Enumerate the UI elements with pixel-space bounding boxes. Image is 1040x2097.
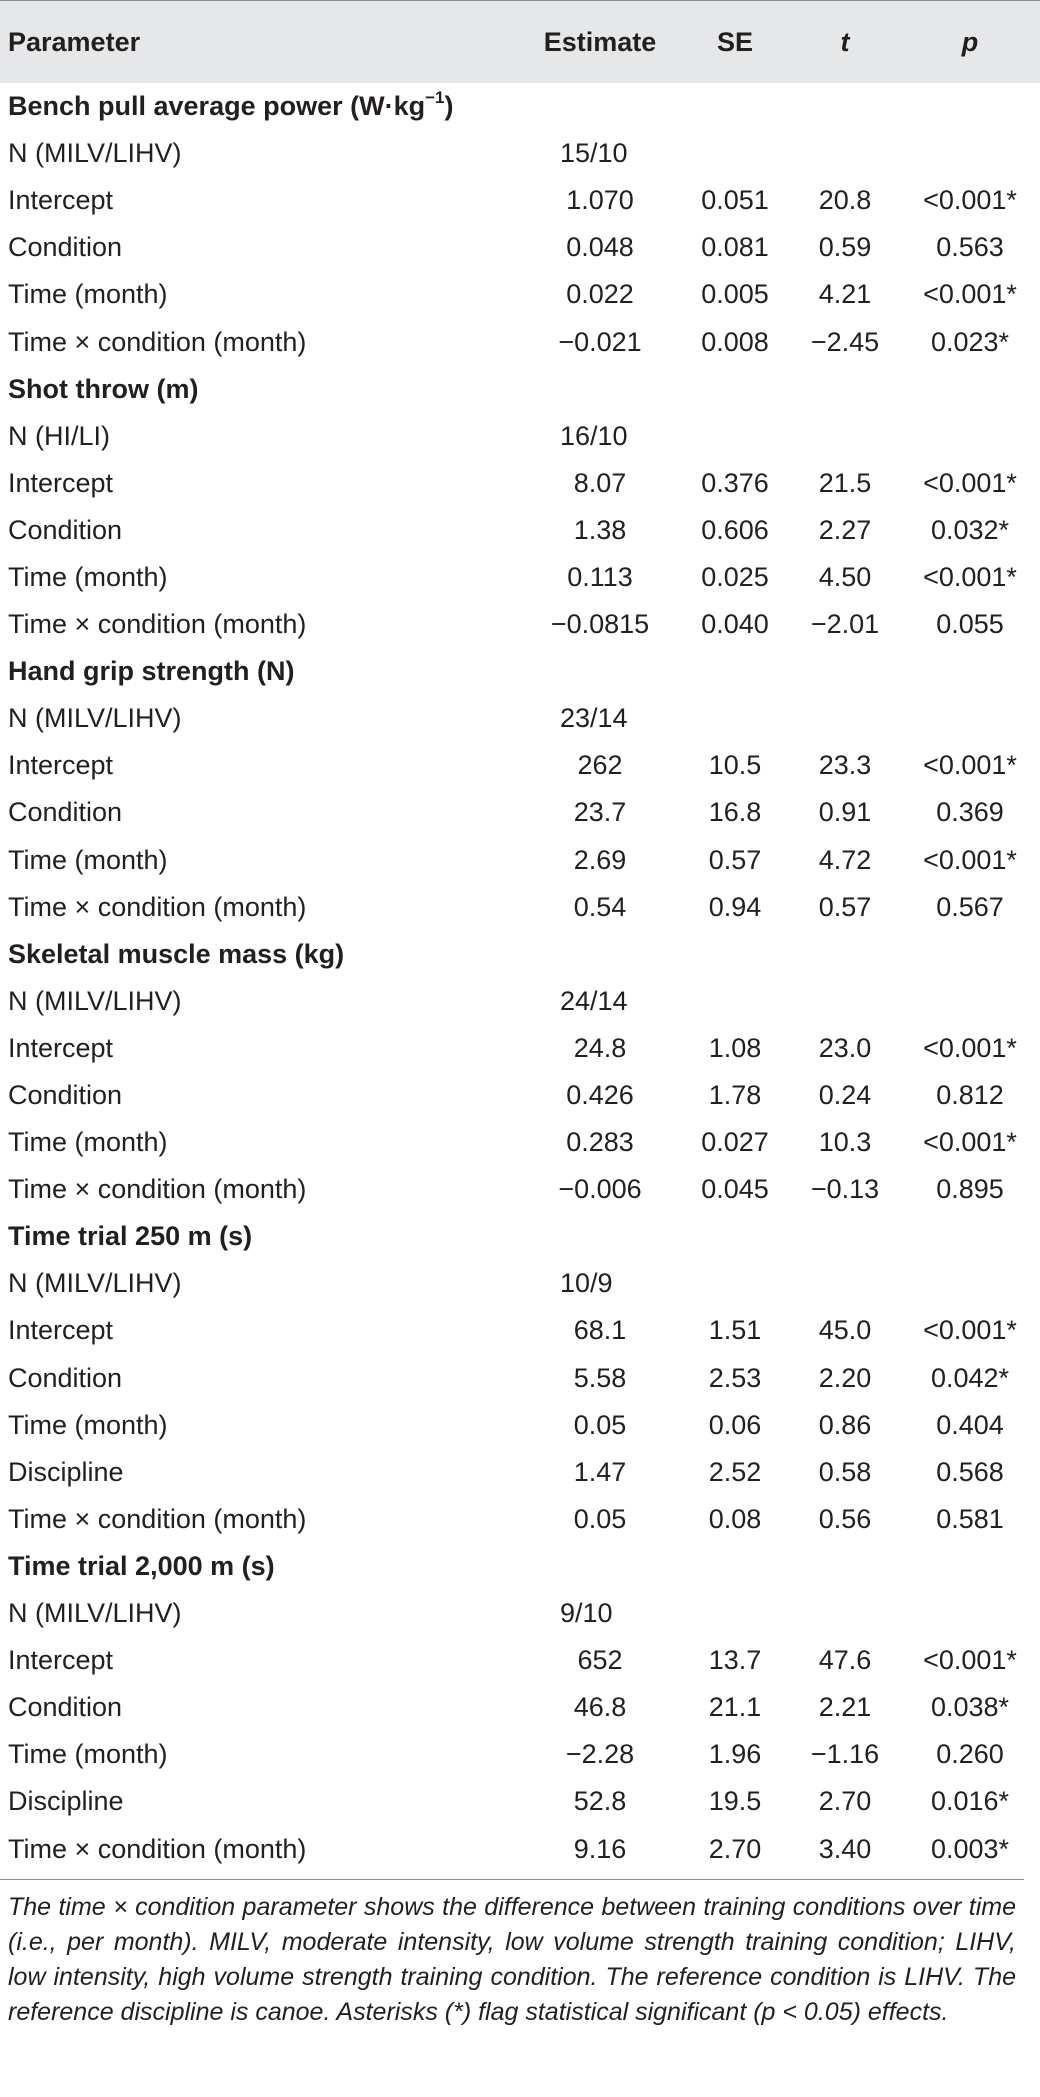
section-title-text: Hand grip strength (N)	[8, 656, 295, 687]
p-cell: 0.581	[936, 1503, 1004, 1534]
table-row	[0, 224, 1040, 271]
table-row	[0, 601, 1040, 648]
se-cell: 0.045	[701, 1174, 769, 1205]
se-cell: 2.53	[708, 1362, 762, 1393]
t-cell: 0.59	[818, 232, 872, 263]
se-cell: 1.51	[708, 1315, 762, 1346]
p-cell: 0.563	[936, 232, 1004, 263]
section-header-row	[0, 366, 1040, 413]
t-cell: 0.86	[818, 1409, 872, 1440]
sample-size-value: 15/10	[560, 138, 628, 169]
parameter-cell: Condition	[8, 1080, 123, 1111]
table-row	[0, 1025, 1040, 1072]
sample-size-label: N (HI/LI)	[8, 420, 111, 451]
t-cell: −2.01	[810, 609, 880, 640]
t-cell: −1.16	[810, 1739, 880, 1770]
p-cell: <0.001*	[923, 750, 1017, 781]
se-cell: 0.081	[701, 232, 769, 263]
sample-size-value: 23/14	[560, 703, 628, 734]
t-cell: 0.56	[818, 1503, 872, 1534]
t-cell: 20.8	[818, 185, 872, 216]
sample-size-label: N (MILV/LIHV)	[8, 138, 182, 169]
p-cell: <0.001*	[923, 185, 1017, 216]
estimate-cell: −0.0815	[550, 609, 650, 640]
estimate-cell: 652	[577, 1645, 623, 1676]
t-cell: 47.6	[818, 1645, 872, 1676]
table-header	[0, 1, 1040, 84]
parameter-cell: Intercept	[8, 1645, 114, 1676]
p-cell: 0.567	[936, 891, 1004, 922]
table-row	[0, 1731, 1040, 1778]
p-cell: 0.404	[936, 1409, 1004, 1440]
estimate-cell: −2.28	[565, 1739, 635, 1770]
table-row	[0, 1449, 1040, 1496]
p-cell: <0.001*	[923, 561, 1017, 592]
table-body	[0, 83, 1040, 1873]
sample-size-value: 9/10	[560, 1598, 613, 1629]
t-cell: 4.50	[818, 561, 872, 592]
parameter-cell: Condition	[8, 232, 123, 263]
parameter-cell: Condition	[8, 797, 123, 828]
se-cell: 0.06	[708, 1409, 762, 1440]
column-header-se: SE	[680, 1, 790, 84]
se-cell: 0.040	[701, 609, 769, 640]
t-cell: 2.20	[818, 1362, 872, 1393]
parameter-cell: Intercept	[8, 1032, 114, 1063]
t-cell: 10.3	[818, 1127, 872, 1158]
column-header-estimate: Estimate	[520, 1, 680, 84]
p-cell: 0.016*	[930, 1786, 1010, 1817]
estimate-cell: 1.070	[566, 185, 634, 216]
t-cell: 4.21	[818, 279, 872, 310]
se-cell: 0.008	[701, 326, 769, 357]
parameter-cell: Discipline	[8, 1456, 124, 1487]
p-cell: <0.001*	[923, 1032, 1017, 1063]
p-cell: 0.812	[936, 1080, 1004, 1111]
table-row	[0, 460, 1040, 507]
table-row	[0, 884, 1040, 931]
table-row	[0, 1778, 1040, 1825]
estimate-cell: 9.16	[573, 1833, 627, 1864]
table-row	[0, 837, 1040, 884]
parameter-cell: Time × condition (month)	[8, 1503, 307, 1534]
t-cell: 21.5	[818, 467, 872, 498]
se-cell: 0.08	[708, 1503, 762, 1534]
table-row	[0, 1637, 1040, 1684]
table-row	[0, 1166, 1040, 1213]
section-title	[0, 1543, 1040, 1590]
se-cell: 0.027	[701, 1127, 769, 1158]
estimate-cell: 0.022	[566, 279, 634, 310]
parameter-cell: Intercept	[8, 750, 114, 781]
se-cell: 0.606	[701, 514, 769, 545]
section-title	[0, 931, 1040, 978]
se-cell: 1.96	[708, 1739, 762, 1770]
p-cell: <0.001*	[923, 844, 1017, 875]
se-cell: 2.52	[708, 1456, 762, 1487]
sample-size-label: N (MILV/LIHV)	[8, 1598, 182, 1629]
parameter-cell: Intercept	[8, 1315, 114, 1346]
se-cell: 1.78	[708, 1080, 762, 1111]
p-cell: 0.055	[936, 609, 1004, 640]
section-header-row	[0, 648, 1040, 695]
table-row	[0, 177, 1040, 224]
parameter-cell: Condition	[8, 1362, 123, 1393]
estimate-cell: 23.7	[573, 797, 627, 828]
parameter-cell: Time (month)	[8, 279, 168, 310]
section-title	[0, 366, 1040, 413]
sample-size-row	[0, 130, 1040, 177]
table-row	[0, 1119, 1040, 1166]
estimate-cell: 0.426	[566, 1080, 634, 1111]
section-title-text: Skeletal muscle mass (kg)	[8, 938, 345, 969]
sample-size-label: N (MILV/LIHV)	[8, 1268, 182, 1299]
parameter-cell: Intercept	[8, 467, 114, 498]
estimate-cell: 262	[577, 750, 623, 781]
column-header-parameter: Parameter	[0, 1, 520, 84]
parameter-cell: Time (month)	[8, 561, 168, 592]
estimate-cell: 0.113	[567, 561, 633, 592]
estimate-cell: 2.69	[573, 844, 627, 875]
se-cell: 0.94	[708, 891, 762, 922]
parameter-cell: Time × condition (month)	[8, 891, 307, 922]
t-cell: 2.70	[818, 1786, 872, 1817]
se-cell: 0.376	[701, 467, 769, 498]
parameter-cell: Condition	[8, 514, 123, 545]
t-cell: 23.3	[818, 750, 872, 781]
parameter-cell: Time × condition (month)	[8, 326, 307, 357]
p-cell: 0.568	[936, 1456, 1004, 1487]
se-cell: 19.5	[708, 1786, 762, 1817]
se-cell: 2.70	[708, 1833, 762, 1864]
table-row	[0, 318, 1040, 365]
estimate-cell: 52.8	[573, 1786, 627, 1817]
sample-size-row	[0, 413, 1040, 460]
estimate-cell: 46.8	[573, 1692, 627, 1723]
table-row	[0, 1684, 1040, 1731]
t-cell: −0.13	[810, 1174, 880, 1205]
sample-size-row	[0, 695, 1040, 742]
estimate-cell: 68.1	[573, 1315, 627, 1346]
p-cell: 0.003*	[930, 1833, 1010, 1864]
parameter-cell: Condition	[8, 1692, 123, 1723]
estimate-cell: 5.58	[573, 1362, 627, 1393]
section-title-text: Time trial 250 m (s)	[8, 1221, 253, 1252]
parameter-cell: Intercept	[8, 185, 114, 216]
t-cell: 4.72	[818, 844, 872, 875]
t-cell: 0.24	[818, 1080, 872, 1111]
p-cell: 0.369	[936, 797, 1004, 828]
se-cell: 13.7	[708, 1645, 762, 1676]
sample-size-label: N (MILV/LIHV)	[8, 703, 182, 734]
estimate-cell: 0.05	[573, 1503, 627, 1534]
estimate-cell: 0.05	[573, 1409, 627, 1440]
section-title-superscript: −1	[425, 88, 445, 108]
section-header-row	[0, 83, 1040, 130]
section-title	[0, 83, 1040, 130]
sample-size-value: 10/9	[560, 1268, 613, 1299]
section-header-row	[0, 1543, 1040, 1590]
p-cell: 0.895	[936, 1174, 1004, 1205]
parameter-cell: Time × condition (month)	[8, 1833, 307, 1864]
section-title	[0, 648, 1040, 695]
t-cell: 45.0	[818, 1315, 872, 1346]
p-cell: 0.042*	[930, 1362, 1010, 1393]
se-cell: 10.5	[708, 750, 762, 781]
parameter-cell: Time (month)	[8, 1409, 168, 1440]
sample-size-label: N (MILV/LIHV)	[8, 985, 182, 1016]
table-row	[0, 1496, 1040, 1543]
t-cell: 23.0	[818, 1032, 872, 1063]
table-footnote: The time × condition parameter shows the difference between training conditions over time (i.e., per month). MILV, moderate intensity, low volume strength training condition; LIHV, low intensity, high volume strength training condition. The reference condition is LIHV. The reference discipline is canoe. Asterisks (*) flag statistical significant (p < 0.05) effects.	[0, 1879, 1024, 2030]
t-cell: −2.45	[810, 326, 880, 357]
parameter-cell: Discipline	[8, 1786, 124, 1817]
parameter-cell: Time × condition (month)	[8, 609, 307, 640]
se-cell: 16.8	[708, 797, 762, 828]
header-row	[0, 1, 1040, 84]
estimate-cell: 0.54	[573, 891, 627, 922]
estimate-cell: −0.006	[558, 1174, 642, 1205]
section-title-text: Bench pull average power (W·kg	[8, 91, 426, 122]
section-title-end: )	[444, 91, 454, 122]
sample-size-row	[0, 978, 1040, 1025]
t-cell: 0.57	[818, 891, 872, 922]
parameter-cell: Time × condition (month)	[8, 1174, 307, 1205]
estimate-cell: 1.38	[573, 514, 627, 545]
estimate-cell: 1.47	[573, 1456, 627, 1487]
t-cell: 2.21	[818, 1692, 872, 1723]
column-header-p: p	[900, 1, 1040, 84]
t-cell: 3.40	[818, 1833, 872, 1864]
section-title	[0, 1213, 1040, 1260]
parameter-cell: Time (month)	[8, 1127, 168, 1158]
se-cell: 0.051	[701, 185, 769, 216]
parameter-cell: Time (month)	[8, 844, 168, 875]
table-row	[0, 554, 1040, 601]
table-row	[0, 507, 1040, 554]
table-row	[0, 1355, 1040, 1402]
estimate-cell: 8.07	[573, 467, 627, 498]
t-cell: 2.27	[818, 514, 872, 545]
p-cell: 0.032*	[930, 514, 1010, 545]
se-cell: 0.025	[701, 561, 769, 592]
p-cell: 0.038*	[930, 1692, 1010, 1723]
parameter-cell: Time (month)	[8, 1739, 168, 1770]
table-row	[0, 1825, 1040, 1872]
p-cell: <0.001*	[923, 467, 1017, 498]
column-header-t: t	[790, 1, 900, 84]
se-cell: 1.08	[708, 1032, 762, 1063]
estimate-cell: 0.283	[566, 1127, 634, 1158]
table-row	[0, 789, 1040, 836]
sample-size-row	[0, 1260, 1040, 1307]
section-header-row	[0, 931, 1040, 978]
t-cell: 0.58	[818, 1456, 872, 1487]
p-cell: <0.001*	[923, 279, 1017, 310]
table-row	[0, 1402, 1040, 1449]
table-row	[0, 271, 1040, 318]
estimate-cell: −0.021	[558, 326, 642, 357]
p-cell: 0.260	[936, 1739, 1004, 1770]
se-cell: 0.57	[708, 844, 762, 875]
p-cell: <0.001*	[923, 1645, 1017, 1676]
p-cell: 0.023*	[930, 326, 1010, 357]
sample-size-value: 24/14	[560, 985, 628, 1016]
estimate-cell: 24.8	[573, 1032, 627, 1063]
estimate-cell: 0.048	[566, 232, 634, 263]
sample-size-value: 16/10	[560, 420, 628, 451]
se-cell: 21.1	[708, 1692, 762, 1723]
p-cell: <0.001*	[923, 1315, 1017, 1346]
table-row	[0, 742, 1040, 789]
section-title-text: Shot throw (m)	[8, 373, 199, 404]
table-row	[0, 1307, 1040, 1354]
p-cell: <0.001*	[923, 1127, 1017, 1158]
section-title-text: Time trial 2,000 m (s)	[8, 1550, 275, 1581]
t-cell: 0.91	[818, 797, 872, 828]
table-row	[0, 1072, 1040, 1119]
sample-size-row	[0, 1590, 1040, 1637]
section-header-row	[0, 1213, 1040, 1260]
se-cell: 0.005	[701, 279, 769, 310]
